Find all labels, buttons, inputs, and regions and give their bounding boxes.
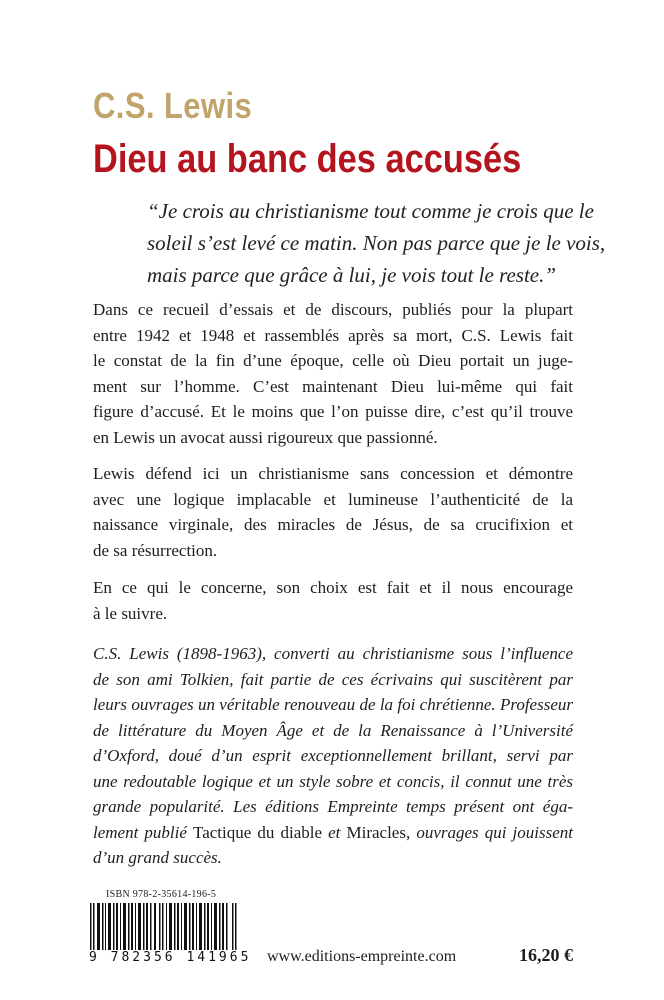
text-fragment: , ouvrages qui jouissent: [405, 822, 573, 842]
book-title-miracles: Miracles: [346, 822, 406, 842]
text-line: de son ami Tolkien, fait partie de ces écrivains qui suscitèrent par: [93, 669, 573, 689]
text-line: le constat de la fin d’une époque, celle où Dieu portait un juge-: [93, 351, 573, 370]
barcode-number: [88, 950, 252, 965]
text-fragment: lement publié: [93, 822, 193, 842]
publisher-website-link[interactable]: www.editions-empreinte.com: [267, 948, 457, 965]
text-line: C.S. Lewis (1898-1963), converti au christianisme sous l’influence: [93, 644, 573, 663]
text-line: de sa résurrection.: [93, 540, 218, 560]
text-line: avec une logique implacable et lumineuse l’authenticité de la: [93, 489, 573, 509]
author-biography: [93, 641, 573, 871]
text-line: [93, 820, 573, 846]
text-line: naissance virginale, des miracles de Jésus, de sa crucifixion et: [93, 515, 573, 534]
price-label: 16,20 €: [519, 945, 573, 965]
author-name: C.S. Lewis: [93, 85, 253, 126]
book-title-tactique: Tactique du diable: [193, 822, 323, 842]
text-line: d’Oxford, doué d’un esprit exceptionnellement brillant, servi par: [93, 746, 573, 765]
description-paragraph-1: [93, 297, 573, 450]
text-line: Lewis défend ici un christianisme sans concession et démontre: [93, 464, 573, 483]
isbn-label: ISBN 978-2-35614-196-5: [106, 889, 217, 900]
barcode-digits-text: 9 782356 141965: [89, 950, 252, 965]
text-line: une redoutable logique et un style sobre et concis, il connut une très: [93, 771, 573, 791]
quote-line: “Je crois au christianisme tout comme je crois que le: [147, 199, 594, 223]
text-fragment: et: [322, 822, 347, 842]
description-paragraph-3: [93, 575, 573, 626]
quote-line: mais parce que grâce à lui, je vois tout le reste.”: [147, 263, 557, 287]
text-line: grande popularité. Les éditions Empreinte temps présent ont éga-: [93, 797, 573, 816]
text-line: Dans ce recueil d’essais et de discours, publiés pour la plupart: [93, 300, 573, 319]
text-line: leurs ouvrages un véritable renouveau de la foi chrétienne. Professeur: [93, 695, 573, 714]
text-line: entre 1942 et 1948 et rassemblés après sa mort, C.S. Lewis fait: [93, 325, 573, 345]
book-title: Dieu au banc des accusés: [93, 137, 522, 181]
text-line: d’un grand succès.: [93, 848, 222, 867]
text-line: ment sur l’homme. C’est maintenant Dieu lui-même qui fait: [93, 376, 573, 396]
description-paragraph-2: [93, 461, 573, 563]
text-line: en Lewis un avocat aussi rigoureux que passionné.: [93, 427, 438, 447]
epigraph-quote: [147, 195, 606, 291]
text-line: à le suivre.: [93, 603, 168, 623]
text-line: figure d’accusé. Et le moins que l’on puisse dire, c’est qu’il trouve: [93, 402, 573, 421]
text-line: de littérature du Moyen Âge et de la Renaissance à l’Université: [93, 720, 573, 740]
text-line: En ce qui le concerne, son choix est fait et il nous encourage: [93, 578, 573, 597]
quote-line: soleil s’est levé ce matin. Non pas parce que je le vois,: [147, 231, 606, 255]
